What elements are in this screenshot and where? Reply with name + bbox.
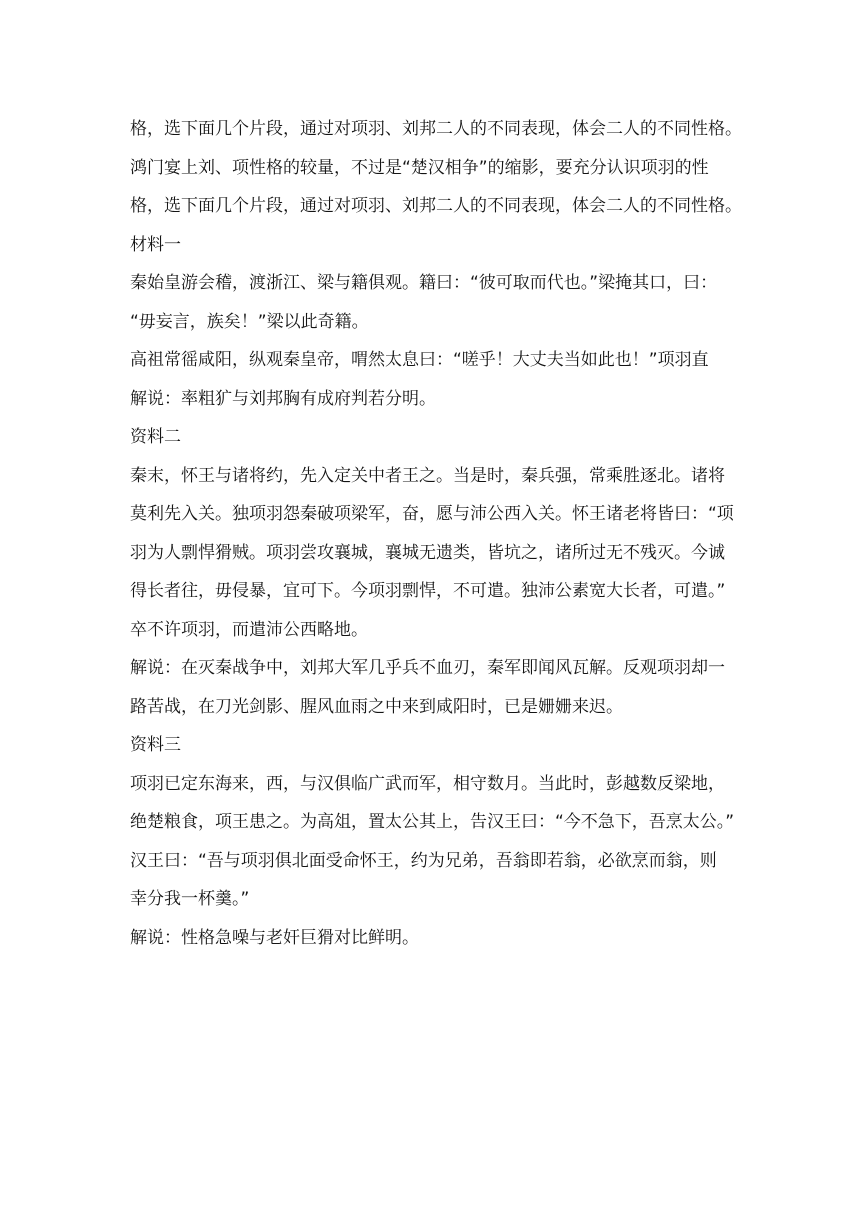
section-heading: 资料二 [130,427,181,447]
text-line: 高祖常徭咸阳，纵观秦皇帝，喟然太息曰：“嗟乎！大丈夫当如此也！”项羽直 [130,350,709,370]
section-heading: 资料三 [130,735,181,755]
text-line: 绝楚粮食，项王患之。为高俎，置太公其上，告汉王曰：“今不急下，吾烹太公。” [130,812,735,832]
text-line: 秦末，怀王与诸将约，先入定关中者王之。当是时，秦兵强，常乘胜逐北。诸将 [130,465,725,486]
section-heading: 材料一 [130,234,181,255]
text-line: 莫利先入关。独项羽怨秦破项梁军，奋，愿与沛公西入关。怀王诸老将皆曰：“项 [130,504,734,524]
text-line: 幸分我一杯羹。” [130,889,250,909]
text-line: “毋妄言，族矣！”梁以此奇籍。 [130,311,369,332]
commentary-line: 解说：率粗犷与刘邦胸有成府判若分明。 [130,388,436,409]
text-line: 格，选下面几个片段，通过对项羽、刘邦二人的不同表现，体会二人的不同性格。 [130,119,742,139]
commentary-line: 解说：性格急噪与老奸巨猾对比鲜明。 [130,927,419,948]
text-line: 羽为人剽悍猾贼。项羽尝攻襄城，襄城无遗类，皆坑之，诸所过无不残灭。今诚 [130,542,725,563]
commentary-line: 路苦战，在刀光剑影、腥风血雨之中来到咸阳时，已是姗姗来迟。 [130,696,623,717]
text-line: 卒不许项羽，而遣沛公西略地。 [130,619,368,640]
text-line: 秦始皇游会稽，渡浙江、梁与籍俱观。籍曰：“彼可取而代也。”梁掩其口，曰： [130,273,718,293]
text-line: 鸿门宴上刘、项性格的较量，不过是“楚汉相争”的缩影，要充分认识项羽的性 [130,157,709,178]
text-line: 汉王曰：“吾与项羽俱北面受命怀王，约为兄弟，吾翁即若翁，必欲烹而翁，则 [130,850,717,871]
document-body [130,110,742,957]
commentary-line: 解说：在灭秦战争中，刘邦大军几乎兵不血刃，秦军即闻风瓦解。反观项羽却一 [130,658,725,678]
text-line: 格，选下面几个片段，通过对项羽、刘邦二人的不同表现，体会二人的不同性格。 [130,196,742,216]
text-line: 项羽已定东海来，西，与汉俱临广武而军，相守数月。当此时，彭越数反梁地， [130,773,725,794]
text-line: 得长者往，毋侵暴，宜可下。今项羽剽悍，不可遣。独沛公素宽大长者，可遣。” [130,581,726,601]
